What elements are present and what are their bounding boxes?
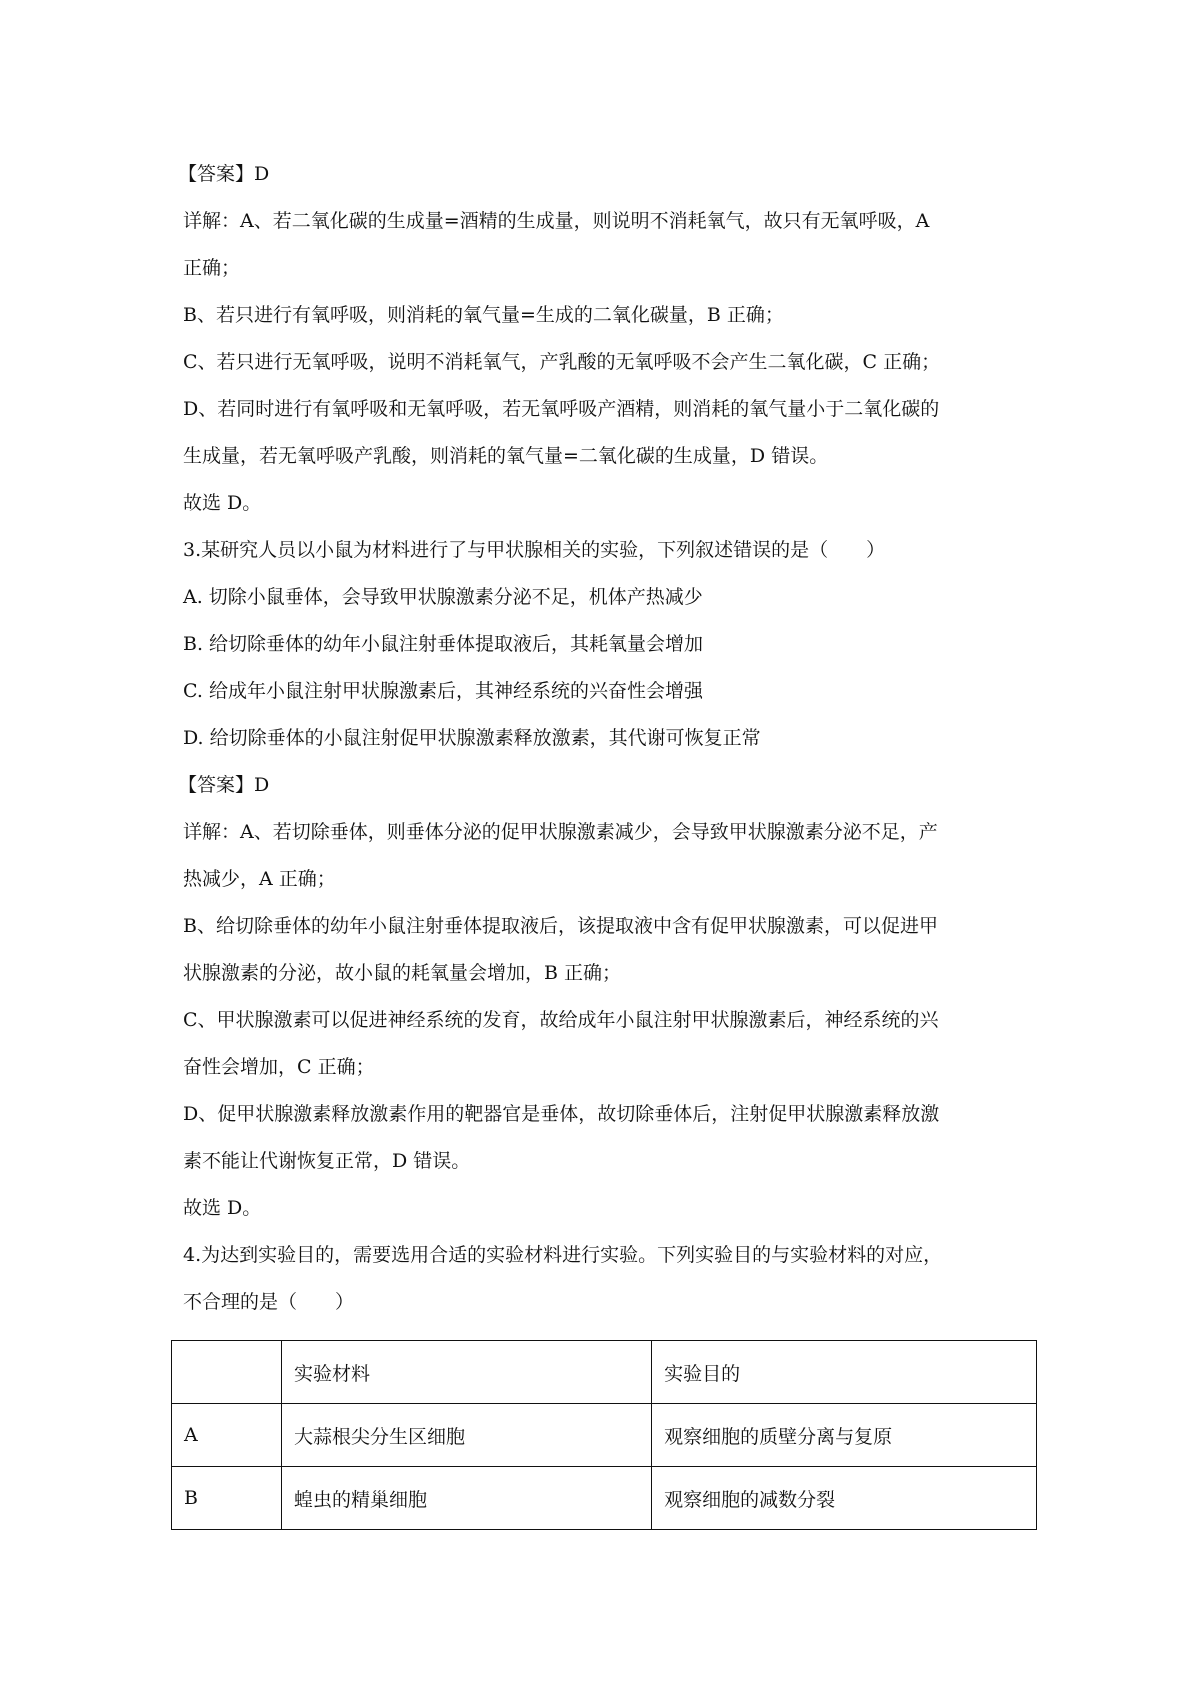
table-cell: A — [172, 1404, 282, 1467]
explanation-line: C、甲状腺激素可以促进神经系统的发育，故给成年小鼠注射甲状腺激素后，神经系统的兴 — [183, 1009, 939, 1031]
explanation-line: B、给切除垂体的幼年小鼠注射垂体提取液后，该提取液中含有促甲状腺激素，可以促进甲 — [183, 915, 938, 937]
answer-label: 【答案】D — [178, 774, 270, 796]
option-d: D. 给切除垂体的小鼠注射促甲状腺激素释放激素，其代谢可恢复正常 — [183, 727, 761, 749]
question-stem: 4.为达到实验目的，需要选用合适的实验材料进行实验。下列实验目的与实验材料的对应， — [183, 1244, 943, 1266]
option-c: C. 给成年小鼠注射甲状腺激素后，其神经系统的兴奋性会增强 — [183, 680, 703, 702]
document-body — [178, 151, 1033, 1326]
explanation-line: 生成量，若无氧呼吸产乳酸，则消耗的氧气量=二氧化碳的生成量，D 错误。 — [183, 445, 829, 467]
conclusion-line: 故选 D。 — [183, 1197, 262, 1219]
conclusion-line: 故选 D。 — [183, 492, 262, 514]
explanation-line: B、若只进行有氧呼吸，则消耗的氧气量=生成的二氧化碳量，B 正确； — [183, 304, 784, 326]
table-cell: 观察细胞的质壁分离与复原 — [652, 1404, 1037, 1467]
question-stem: 不合理的是（ ） — [183, 1291, 355, 1313]
explanation-line: D、若同时进行有氧呼吸和无氧呼吸，若无氧呼吸产酒精，则消耗的氧气量小于二氧化碳的 — [183, 398, 940, 420]
table-cell: 大蒜根尖分生区细胞 — [281, 1404, 651, 1467]
explanation-line: 素不能让代谢恢复正常，D 错误。 — [183, 1150, 471, 1172]
table-row — [172, 1404, 1037, 1467]
experiment-table — [171, 1340, 1037, 1530]
explanation-line: 状腺激素的分泌，故小鼠的耗氧量会增加，B 正确； — [183, 962, 622, 984]
table-header-cell: 实验材料 — [281, 1341, 651, 1404]
explanation-line: 详解：A、若切除垂体，则垂体分泌的促甲状腺激素减少，会导致甲状腺激素分泌不足，产 — [183, 821, 938, 843]
explanation-line: D、促甲状腺激素释放激素作用的靶器官是垂体，故切除垂体后，注射促甲状腺激素释放激 — [183, 1103, 940, 1125]
explanation-line: 热减少，A 正确； — [183, 868, 336, 890]
table-cell: B — [172, 1467, 282, 1530]
explanation-line: 奋性会增加，C 正确； — [183, 1056, 375, 1078]
table-header-cell: 实验目的 — [652, 1341, 1037, 1404]
table-cell: 蝗虫的精巢细胞 — [281, 1467, 651, 1530]
table-header-cell — [172, 1341, 282, 1404]
question-stem: 3.某研究人员以小鼠为材料进行了与甲状腺相关的实验，下列叙述错误的是（ ） — [183, 539, 886, 561]
option-b: B. 给切除垂体的幼年小鼠注射垂体提取液后，其耗氧量会增加 — [183, 633, 704, 655]
option-a: A. 切除小鼠垂体，会导致甲状腺激素分泌不足，机体产热减少 — [183, 586, 703, 608]
explanation-line: 详解：A、若二氧化碳的生成量=酒精的生成量，则说明不消耗氧气，故只有无氧呼吸，A — [183, 210, 930, 232]
table-cell: 观察细胞的减数分裂 — [652, 1467, 1037, 1530]
table-row — [172, 1467, 1037, 1530]
answer-label: 【答案】D — [178, 163, 270, 185]
table-header-row — [172, 1341, 1037, 1404]
explanation-line: 正确； — [183, 257, 241, 279]
explanation-line: C、若只进行无氧呼吸，说明不消耗氧气，产乳酸的无氧呼吸不会产生二氧化碳，C 正确； — [183, 351, 941, 373]
